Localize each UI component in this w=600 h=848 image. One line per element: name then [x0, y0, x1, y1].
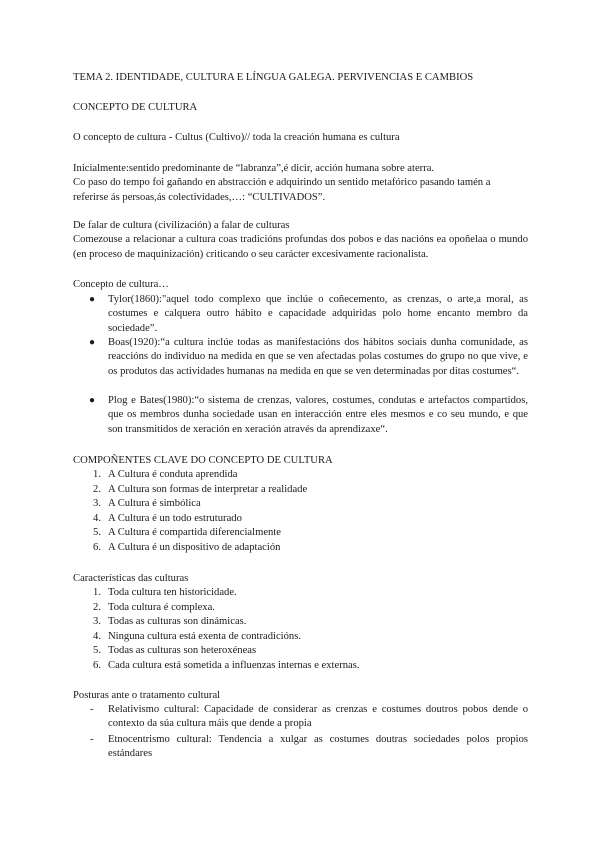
item-number: 5.	[93, 645, 101, 656]
componentes-heading: COMPOÑENTES CLAVE DO CONCEPTO DE CULTURA	[73, 455, 333, 466]
dash-marker: -	[90, 704, 94, 715]
item-text: A Cultura é un todo estruturado	[108, 513, 242, 524]
list-item	[87, 526, 527, 540]
bullet-text: Boas(1920):“a cultura inclúe todas as manifestacións dos hábitos sociais dunha comunidade, as reaccións do individuo na medida en que se ven afectadas polas costumes do grupo no que vive, e os produtos das actividades humanas na medida en que se ven determinadas por ditas costumes“.	[108, 337, 528, 377]
list-item	[87, 497, 527, 511]
list-item	[87, 644, 527, 658]
item-number: 1.	[93, 469, 101, 480]
list-item	[90, 733, 528, 762]
paragraph-initial	[73, 162, 528, 205]
item-number: 3.	[93, 498, 101, 509]
item-text: Relativismo cultural: Capacidade de considerar as crenzas e costumes doutros pobos dende o contexto da súa cultura máis que dende a propia	[108, 704, 528, 730]
list-item	[87, 630, 527, 644]
definition-line: O concepto de cultura - Cultus (Cultivo)// toda la creación humana es cultura	[73, 132, 400, 143]
item-number: 6.	[93, 660, 101, 671]
item-text: Todas as culturas son dinámicas.	[108, 616, 247, 627]
item-text: A Cultura é un dispositivo de adaptación	[108, 542, 281, 553]
list-item	[90, 703, 528, 732]
item-text: Cada cultura está sometida a influenzas internas e externas.	[108, 660, 360, 671]
document-title: TEMA 2. IDENTIDADE, CULTURA E LÍNGUA GALEGA. PERVIVENCIAS E CAMBIOS	[73, 72, 474, 83]
list-item	[89, 336, 528, 379]
list-item	[87, 512, 527, 526]
item-text: A Cultura é simbólica	[108, 498, 201, 509]
item-text: A Cultura é compartida diferencialmente	[108, 527, 281, 538]
list-item	[87, 586, 527, 600]
initial-line-3: referirse ás persoas,ás colectividades,…: “CULTIVADOS”.	[73, 191, 326, 203]
bullet-icon: ●	[89, 294, 96, 305]
item-number: 2.	[93, 484, 101, 495]
list-item	[89, 293, 528, 336]
falar-heading: De falar de cultura (civilización) a falar de culturas	[73, 220, 290, 231]
list-item	[87, 468, 527, 482]
item-text: A Cultura é conduta aprendida	[108, 469, 238, 480]
falar-body: Comezouse a relacionar a cultura coas tradicións profundas dos pobos e das nacións ea opoñelaa o mundo (en proceso de maquinización) criticando o seu carácter excesivamente racionalista.	[73, 234, 528, 260]
item-number: 5.	[93, 527, 101, 538]
list-item	[87, 601, 527, 615]
item-text: Toda cultura ten historicidade.	[108, 587, 237, 598]
list-item	[87, 615, 527, 629]
posturas-heading: Posturas ante o tratamento cultural	[73, 690, 221, 701]
item-text: Toda cultura é complexa.	[108, 602, 215, 613]
item-text: Todas as culturas son heteroxéneas	[108, 645, 257, 656]
item-text: A Cultura son formas de interpretar a realidade	[108, 484, 308, 495]
item-number: 1.	[93, 587, 101, 598]
bullet-icon: ●	[89, 395, 96, 406]
initial-line-2: Co paso do tempo foi gañando en abstracción e adquirindo un sentido metafórico pasando tamén a	[73, 177, 491, 189]
item-number: 6.	[93, 542, 101, 553]
item-text: Ninguna cultura está exenta de contradicións.	[108, 631, 301, 642]
item-number: 4.	[93, 631, 101, 642]
bullet-icon: ●	[89, 337, 96, 348]
section-heading-concepto: CONCEPTO DE CULTURA	[73, 102, 198, 113]
list-item	[89, 394, 528, 437]
dash-marker: -	[90, 734, 94, 745]
initial-line-1: Inicialmente:sentido predominante de “labranza”,é dicir, acción humana sobre aterra.	[73, 163, 435, 174]
bullet-text: Plog e Bates(1980):“o sistema de crenzas, valores, costumes, condutas e artefactos compartidos, que os membros dunha sociedade usan en interacción entre eles mesmos e co seu mundo, e que son transmitidos de xeración en xeración através da aprendizaxe“.	[108, 395, 528, 435]
caracteristicas-heading: Características das culturas	[73, 573, 189, 584]
list-item	[87, 483, 527, 497]
list-item	[87, 541, 527, 555]
item-text: Etnocentrismo cultural: Tendencia a xulgar as costumes doutras sociedades polos propios estándares	[108, 734, 528, 760]
item-number: 4.	[93, 513, 101, 524]
concepto-heading: Concepto de cultura…	[73, 279, 169, 290]
item-number: 3.	[93, 616, 101, 627]
item-number: 2.	[93, 602, 101, 613]
bullet-text: Tylor(1860):"aquel todo complexo que inclúe o coñecemento, as crenzas, o arte,a moral, as costumes e calquera outro hábito e capacidade adquiridas polo home encanto membro da sociedade”.	[108, 294, 528, 334]
paragraph-falar	[73, 219, 528, 262]
list-item	[87, 659, 527, 673]
